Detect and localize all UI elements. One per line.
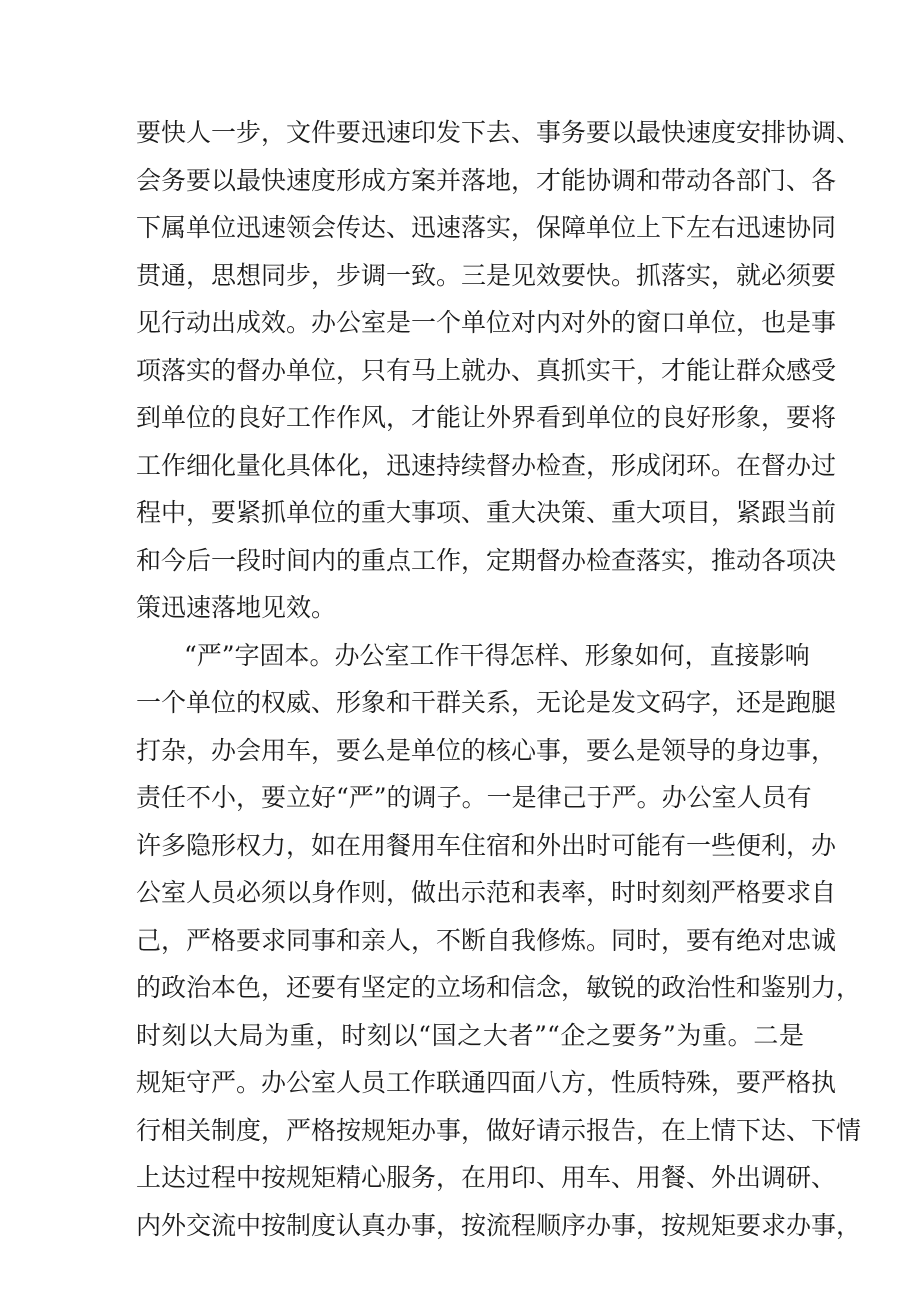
text-line: 下属单位迅速领会传达、迅速落实，保障单位上下左右迅速协同 bbox=[136, 213, 837, 242]
paragraph-2 bbox=[136, 632, 862, 1250]
text-line: 和今后一段时间内的重点工作，定期督办检查落实，推动各项决 bbox=[136, 545, 837, 575]
text-line: 规矩守严。办公室人员工作联通四面八方，性质特殊，要严格执 bbox=[136, 1068, 837, 1097]
text-line: 要快人一步，文件要迅速印发下去、事务要以最快速度安排协调、 bbox=[136, 118, 862, 147]
document-body bbox=[136, 109, 862, 1249]
text-line: “严”字固本。办公室工作干得怎样、形象如何，直接影响 bbox=[184, 640, 810, 670]
text-line: 会务要以最快速度形成方案并落地，才能协调和带动各部门、各 bbox=[136, 165, 837, 195]
text-line: 一个单位的权威、形象和干群关系，无论是发文码字，还是跑腿 bbox=[136, 688, 837, 717]
text-line: 内外交流中按制度认真办事，按流程顺序办事，按规矩要求办事， bbox=[136, 1210, 862, 1240]
text-line: 己，严格要求同事和亲人，不断自我修炼。同时，要有绝对忠诚 bbox=[136, 925, 837, 955]
text-line: 许多隐形权力，如在用餐用车住宿和外出时可能有一些便利，办 bbox=[136, 830, 837, 860]
text-line: 工作细化量化具体化，迅速持续督办检查，形成闭环。在督办过 bbox=[136, 450, 837, 480]
text-line: 公室人员必须以身作则，做出示范和表率，时时刻刻严格要求自 bbox=[136, 878, 837, 907]
text-line: 责任不小，要立好“严”的调子。一是律己于严。办公室人员有 bbox=[136, 783, 812, 812]
text-line: 上达过程中按规矩精心服务，在用印、用车、用餐、外出调研、 bbox=[136, 1163, 837, 1192]
text-line: 策迅速落地见效。 bbox=[136, 593, 337, 622]
text-line: 程中，要紧抓单位的重大事项、重大决策、重大项目，紧跟当前 bbox=[136, 498, 837, 527]
text-line: 到单位的良好工作作风，才能让外界看到单位的良好形象，要将 bbox=[136, 403, 837, 432]
paragraph-1 bbox=[136, 109, 862, 632]
text-line: 行相关制度，严格按规矩办事，做好请示报告，在上情下达、下情 bbox=[136, 1115, 862, 1145]
text-line: 贯通，思想同步，步调一致。三是见效要快。抓落实，就必须要 bbox=[136, 260, 837, 290]
text-line: 的政治本色，还要有坚定的立场和信念，敏锐的政治性和鉴别力， bbox=[136, 973, 862, 1002]
text-line: 时刻以大局为重，时刻以“国之大者”“企之要务”为重。二是 bbox=[136, 1020, 804, 1050]
text-line: 项落实的督办单位，只有马上就办、真抓实干，才能让群众感受 bbox=[136, 355, 837, 385]
text-line: 打杂，办会用车，要么是单位的核心事，要么是领导的身边事， bbox=[136, 735, 837, 765]
text-line: 见行动出成效。办公室是一个单位对内对外的窗口单位，也是事 bbox=[136, 308, 837, 337]
